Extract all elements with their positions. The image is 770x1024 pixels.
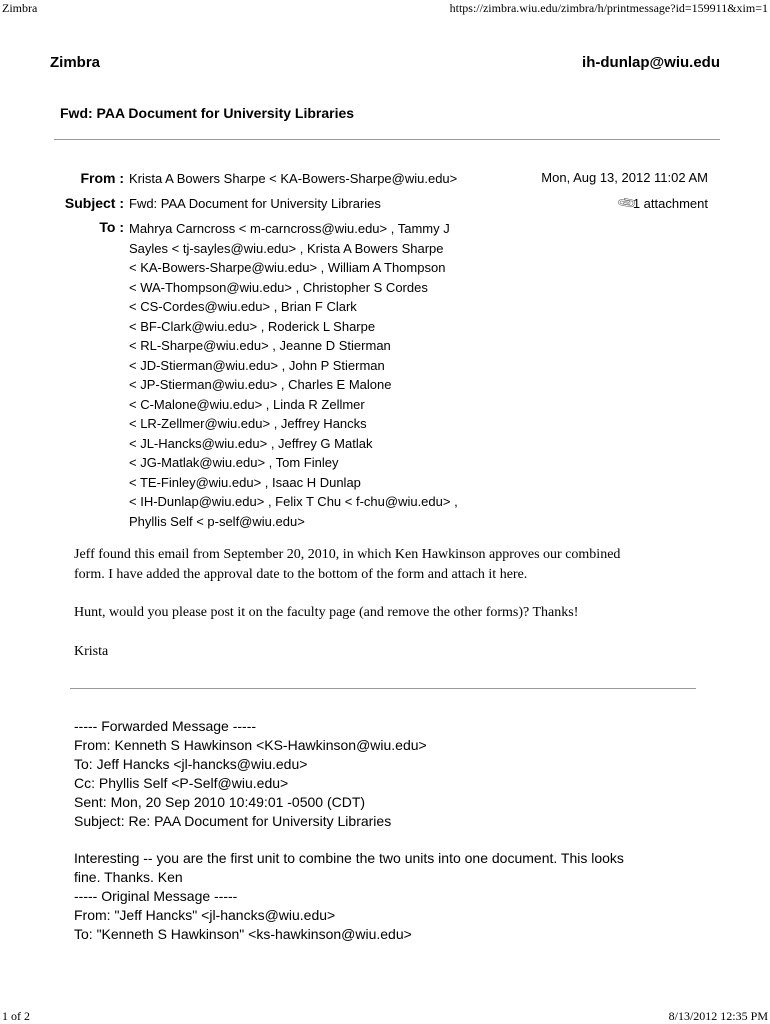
recipient-line: < JG-Matlak@wiu.edu> , Tom Finley (129, 455, 339, 470)
forwarded-body-line: fine. Thanks. Ken (74, 869, 183, 885)
recipient-line: < BF-Clark@wiu.edu> , Roderick L Sharpe (129, 318, 376, 334)
to-label: To : (99, 219, 124, 235)
forwarded-line: From: Kenneth S Hawkinson <KS-Hawkinson@wiu.edu> (74, 737, 427, 753)
message-date: Mon, Aug 13, 2012 11:02 AM (541, 170, 708, 185)
recipient-line: < WA-Thompson@wiu.edu> , Christopher S Cordes (129, 279, 428, 295)
subject-value: Fwd: PAA Document for University Libraries (129, 196, 381, 211)
body-signature: Krista (74, 644, 109, 659)
forwarded-line: ----- Forwarded Message ----- (74, 718, 257, 734)
forwarded-body-line: ----- Original Message ----- (74, 888, 238, 904)
divider (70, 688, 696, 689)
recipient-line: < IH-Dunlap@wiu.edu> , Felix T Chu < f-chu@wiu.edu> , (129, 494, 458, 509)
forwarded-body-line: To: "Kenneth S Hawkinson" <ks-hawkinson@wiu.edu> (74, 926, 412, 942)
brand-name: Zimbra (50, 54, 101, 71)
message-title: Fwd: PAA Document for University Libraries (60, 105, 355, 121)
forwarded-line: Subject: Re: PAA Document for University Libraries (74, 813, 392, 829)
divider (54, 139, 720, 140)
recipient-line: Mahrya Carncross < m-carncross@wiu.edu> , Tammy J (129, 221, 450, 236)
body-paragraph (74, 545, 714, 585)
body-line: Jeff found this email from September 20, 2010, in which Ken Hawkinson approves our combined (74, 547, 621, 562)
page-count: 1 of 2 (2, 1009, 30, 1023)
recipient-list (129, 219, 509, 531)
print-datetime: 8/13/2012 12:35 PM (668, 1009, 768, 1023)
recipient-line: < TE-Finley@wiu.edu> , Isaac H Dunlap (129, 474, 361, 490)
from-value: Krista A Bowers Sharpe < KA-Bowers-Sharpe@wiu.edu> (129, 171, 458, 186)
recipient-line: < JD-Stierman@wiu.edu> , John P Stierman (129, 357, 385, 373)
recipient-line: < RL-Sharpe@wiu.edu> , Jeanne D Stierman (129, 338, 391, 353)
subject-label: Subject : (64, 195, 124, 211)
recipient-line: < C-Malone@wiu.edu> , Linda R Zellmer (129, 396, 365, 412)
recipient-line: Sayles < tj-sayles@wiu.edu> , Krista A Bowers Sharpe (129, 240, 444, 256)
user-email: ih-dunlap@wiu.edu (582, 54, 720, 71)
forwarded-body (74, 849, 624, 944)
attachment-link[interactable] (615, 191, 708, 214)
attachment-count: 1 attachment (632, 196, 708, 211)
forwarded-body-line: From: "Jeff Hancks" <jl-hancks@wiu.edu> (74, 907, 336, 923)
page-url: https://zimbra.wiu.edu/zimbra/h/printmessage?id=159911&xim=1 (449, 1, 768, 15)
forwarded-line: To: Jeff Hancks <jl-hancks@wiu.edu> (74, 756, 308, 772)
paperclip-icon: 📎︎ (615, 191, 638, 214)
forwarded-body-line: Interesting -- you are the first unit to combine the two units into one document. This looks (74, 850, 624, 866)
forwarded-line: Cc: Phyllis Self <P-Self@wiu.edu> (74, 775, 289, 791)
recipient-line: Phyllis Self < p-self@wiu.edu> (129, 513, 305, 529)
recipient-line: < JL-Hancks@wiu.edu> , Jeffrey G Matlak (129, 435, 373, 451)
recipient-line: < KA-Bowers-Sharpe@wiu.edu> , William A Thompson (129, 260, 446, 275)
body-paragraph: Hunt, would you please post it on the faculty page (and remove the other forms)? Thanks! (74, 605, 579, 620)
recipient-line: < CS-Cordes@wiu.edu> , Brian F Clark (129, 299, 357, 314)
page-title: Zimbra (2, 1, 38, 15)
recipient-line: < LR-Zellmer@wiu.edu> , Jeffrey Hancks (129, 416, 367, 431)
from-label: From : (80, 170, 124, 186)
body-line: form. I have added the approval date to the bottom of the form and attach it here. (74, 567, 528, 582)
forwarded-line: Sent: Mon, 20 Sep 2010 10:49:01 -0500 (CDT) (74, 794, 366, 810)
recipient-line: < JP-Stierman@wiu.edu> , Charles E Malone (129, 377, 392, 392)
forwarded-header (74, 717, 427, 831)
